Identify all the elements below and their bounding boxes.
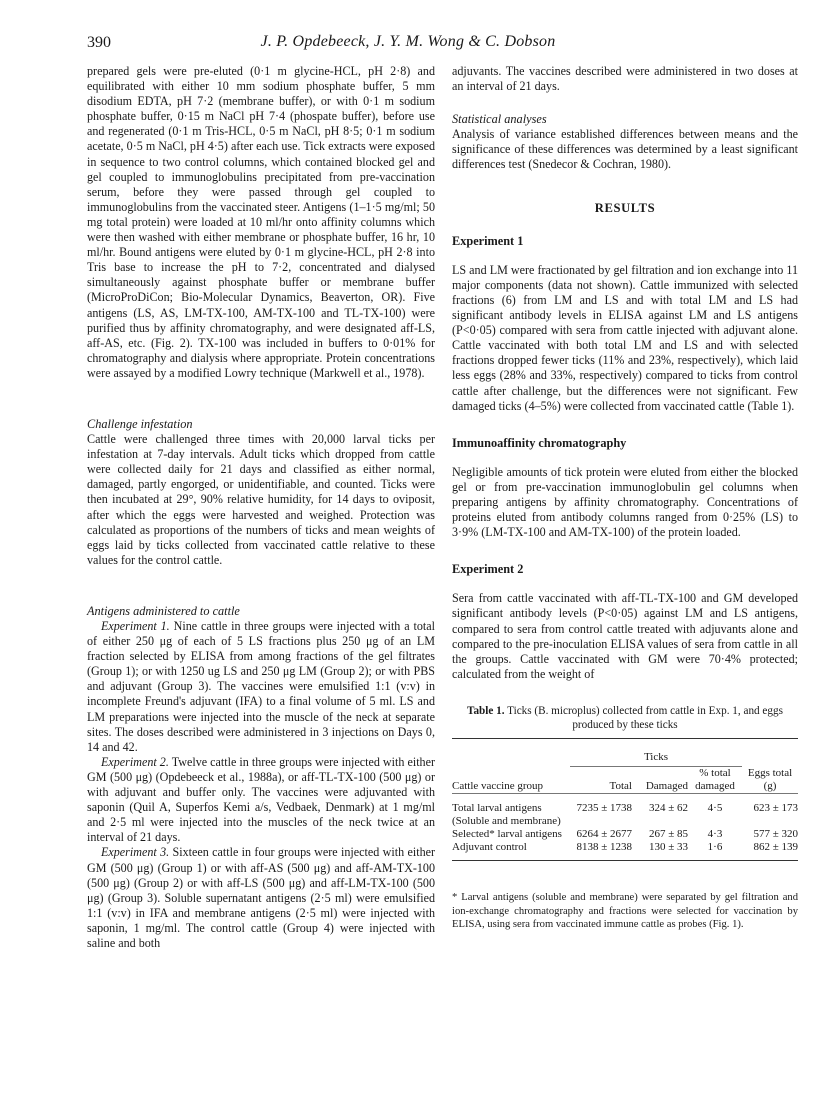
page-number: 390 [87,34,111,51]
heading-challenge-infestation: Challenge infestation [87,416,193,431]
right-column [452,64,798,932]
paragraph-results-experiment-2: Sera from cattle vaccinated with aff-TL-TX-100 and GM developed significant antibody levels (P<0·05) against LM and LS antigens, compared to sera from control cattle treated with adjuvants alone and compared to the pre-inoculation ELISA values of sera from cattle in all the groups. Cattle vaccinated with GM were 70·4% protected; calculated from the weight of [452,591,798,681]
paragraph-experiment-3: Experiment 3. Sixteen cattle in four groups were injected with either GM (500 μg) (Group 1) or with aff-AS (500 μg) and aff-AM-TX-100 (500 μg) (Group 2) or with aff-LS (500 μg) and aff-LM-TX-100 (500 μg) (Group 3). Soluble supernatant antigens (2·5 ml) were emulsified 1:1 (v:v) in IFA and membrane antigens (2·5 ml) were injected with saponin, 1 mg/ml. The control cattle (Group 4) were injected with saline and both [87,845,436,950]
table-row: Selected* larval antigens 6264 ± 2677 267 ± 85 4·3 577 ± 320 [452,827,798,840]
table-row: Adjuvant control 8138 ± 1238 130 ± 33 1·6 862 ± 139 [452,840,798,853]
heading-experiment-2: Experiment 2 [452,562,524,577]
heading-immunoaffinity: Immunoaffinity chromatography [452,435,627,450]
table-header-total: Total [609,779,632,792]
row-group-subtitle: (Soluble and membrane) [452,814,561,827]
experiment-1-label: Experiment 1. [101,619,170,633]
paragraph-statistical-analyses: Analysis of variance established differences between means and the significance of these differences was determined by a least significant differences test (Snedecor & Cochran, 1980). [452,127,798,172]
table-1-caption: Table 1. Ticks (B. microplus) collected from cattle in Exp. 1, and eggs produced by these ticks [467,704,783,731]
paragraph-gel-preparation: prepared gels were pre-eluted (0·1 m glycine-HCL, pH 2·8) and equilibrated with either 10 mm sodium phosphate buffer, 5 mm disodium EDTA, pH 7·2 (membrane buffer), or with 0·1 m sodium phosphate buffer, 0·15 m NaCl pH 7·4 (phospate buffer), before use and regenerated (0·1 m Tris-HCL, 0·5 m NaCl, pH 8·5; 0·1 m sodium acetate, 0·5 m NaCl, pH 4·5) after each use. Tick extracts were exposed in sequence to two control columns, which contained blocked gel and gel coupled to immunoglobulins precipitated from pre-vaccination serum, before they were passed through gel coupled to immunoglobulins from the vaccinated steer. Antigens (1–1·5 mg/ml; 50 mg total protein) were loaded at 10 ml/hr onto affinity columns which were then washed with either membrane or phosphate buffer, 16 hr, 10 ml/hr. Bound antigens were eluted by 0·1 m glycine-HCL, pH 2·8 into Tris base to increase the pH to 7·2, concentrated and dialysed simultaneously against phosphate buffer or membrane buffer (MicroProDiCon; Bio-Molecular Dynamics, Beaverton, OR). Five antigens (LS, AS, LM-TX-100, AM-TX-100 and TL-TX-100) were purified thus by affinity chromatography, and were designated aff-LS, aff-AS, etc. (Fig. 2). TX-100 was included in buffers to 0·01% for chromatography and dialysis where appropriate. Protein concentrations were assayed by a modified Lowry technique (Markwell et al., 1978). [87,64,435,380]
paragraph-experiment-2: Experiment 2. Twelve cattle in three groups were injected with either GM (500 μg) (Opdebeeck et al., 1988a), or aff-TL-TX-100 (500 μg) or with adjuvant and buffer only. The vaccines were adjuvanted with saponin (Quil A, Superfos Kemi a/s, Vedbaek, Denmark) at 1 mg/ml and 2·5 ml were injected into the muscles of the neck twice at an interval of 21 days. [87,754,435,845]
table-row: Total larval antigens 7235 ± 1738 324 ± 62 4·5 623 ± 173 [452,801,798,814]
experiment-2-label: Experiment 2. [101,754,169,769]
heading-results: RESULTS [594,200,656,215]
experiment-3-label: Experiment 3. [101,845,170,860]
table-1-footnote: * Larval antigens (soluble and membrane) were separated by gel filtration and ion-exchange chromatography and fractions were selected for vaccination by ELISA, using sera from vaccinated immune cattle as probes (Fig. 1). [452,891,798,931]
paragraph-immunoaffinity: Negligible amounts of tick protein were eluted from either the blocked gel or from pre-vaccination immunoglobulin gel columns when preparing antigens by affinity chromatography. Concentrations of proteins eluted from antibody columns ranged from 0·25% (LS) to 3·9% (LM-TX-100 and AM-TX-100) of the protein loaded. [452,464,798,540]
paragraph-challenge-infestation: Cattle were challenged three times with 20,000 larval ticks per infestation at 7-day intervals. Adult ticks which dropped from cattle were collected daily for 21 days and classified as either normal, damaged, partly engorged, or unidentifiable, and counted. Ticks were then incubated at 29°, 90% relative humidity, for 14 days to oviposit, after which the eggs were harvested and weighed. Protection was calculated as proportions of the numbers of ticks and mean weights of eggs laid by ticks collected from vaccinated cattle relative to these values for the control cattle. [87,432,435,567]
heading-experiment-1: Experiment 1 [452,233,524,248]
table-1 [452,738,798,869]
heading-statistical-analyses: Statistical analyses [452,112,547,127]
row-group: Selected* larval antigens [452,827,562,840]
table-header-percent-damaged: % total damaged [695,766,735,792]
row-group: Total larval antigens [452,801,542,814]
heading-antigens-administered: Antigens administered to cattle [87,603,240,618]
row-group: Adjuvant control [452,840,527,853]
table-header-damaged: Damaged [645,779,688,792]
table-1-label: Table 1. [467,704,505,717]
running-header-authors: J. P. Opdebeeck, J. Y. M. Wong & C. Dobson [260,33,556,50]
paragraph-experiment-1: Experiment 1. Nine cattle in three groups were injected with a total of either 250 μg of each of 5 LS fractions plus 250 μg of an LM fraction selected by ELISA from among fractions of the gel filtrates (Group 1); or with 1250 ug LS and 250 μg LM (Group 2); or with PBS and adjuvant (Group 3). The vaccines were emulsified 1:1 (v:v) in incomplete Freund's adjuvant (IFA) to a final volume of 5 ml. LS and LM preparations were injected into the muscle of the neck at separate sites. The doses described were administered in 3 injections on Days 0, 14 and 42. [87,619,436,754]
left-column [87,64,435,951]
paragraph-results-experiment-1: LS and LM were fractionated by gel filtration and ion exchange into 11 major components (data not shown). Cattle immunized with selected fractions (6) from LM and LS and with total LM and LS had significant antibody levels in ELISA against LM and LS antigens (P<0·05) compared with sera from cattle injected with adjuvant alone. Cattle vaccinated with both total LM and LS and with selected fractions dropped fewer ticks (11% and 23%, respectively), which laid less eggs (28% and 33%, respectively) compared to ticks from control cattle after challenge, but the differences were not significant. Few damaged ticks (4–5%) were collected from vaccinated cattle (Table 1). [452,262,798,413]
paragraph-adjuvants-continued: adjuvants. The vaccines described were administered in two doses at an interval of 21 days. [452,64,798,94]
table-header-ticks: Ticks [570,751,742,767]
table-header-eggs: Eggs total (g) [747,766,793,792]
table-header-group: Cattle vaccine group [452,779,544,792]
